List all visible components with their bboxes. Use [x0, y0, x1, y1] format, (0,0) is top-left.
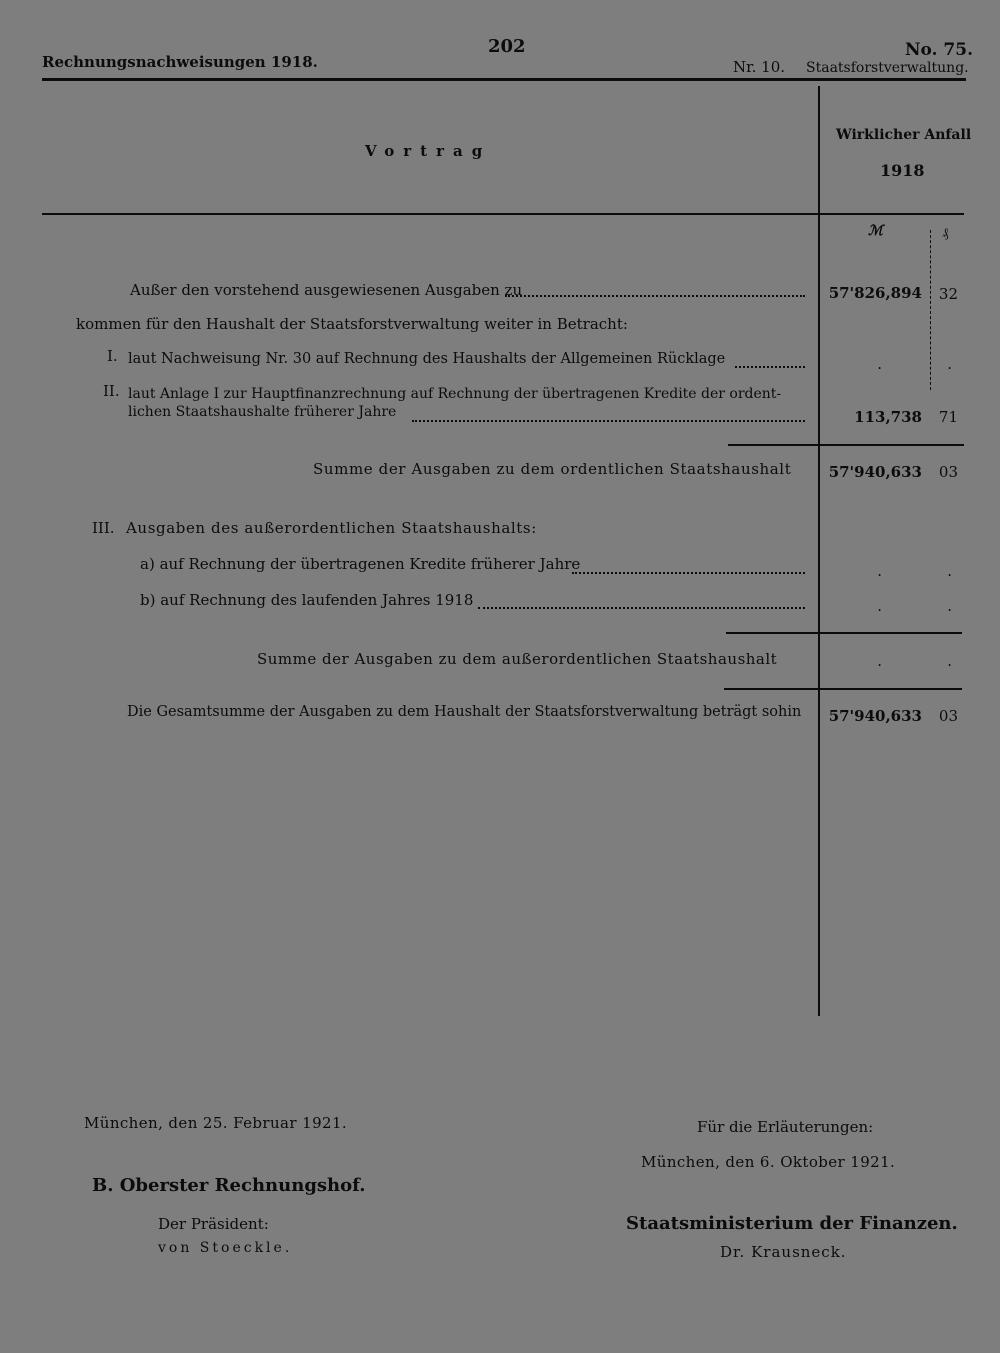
row8-mark: . — [877, 597, 882, 615]
row8-leader — [478, 607, 805, 609]
row10-mark: 57'940,633 — [828, 707, 922, 725]
footer-right-date: München, den 6. Oktober 1921. — [641, 1153, 896, 1171]
subtotal-rule-2 — [726, 632, 962, 634]
row8-text: b) auf Rechnung des laufenden Jahres 1918 — [140, 591, 474, 609]
row3-pf: . — [947, 355, 952, 373]
footer-right-for: Für die Erläuterungen: — [697, 1118, 874, 1136]
header-rule — [42, 78, 966, 81]
row1-pf: 32 — [938, 285, 958, 303]
col-anfall: Wirklicher Anfall — [836, 127, 972, 143]
row3-leader — [735, 366, 805, 368]
row5-text: Summe der Ausgaben zu dem ordentlichen Staatshaushalt — [313, 460, 792, 478]
row7-pf: . — [947, 562, 952, 580]
row10-text: Die Gesamtsumme der Ausgaben zu dem Haushalt der Staatsforstverwaltung beträgt sohin — [127, 704, 802, 720]
row7-text: a) auf Rechnung der übertragenen Kredite früherer Jahre — [140, 555, 581, 573]
row6-text: Ausgaben des außerordentlichen Staatshaushalts: — [126, 519, 537, 537]
row4-pf: 71 — [938, 408, 958, 426]
footer-left-org: B. Oberster Rechnungshof. — [92, 1175, 366, 1196]
page-number: 202 — [488, 36, 526, 57]
row1-mark: 57'826,894 — [828, 284, 922, 302]
col-year: 1918 — [880, 161, 925, 180]
header-nr: Nr. 10. — [733, 58, 786, 76]
row4-num: II. — [103, 382, 120, 400]
row1-leader — [505, 295, 805, 297]
row10-pf: 03 — [938, 707, 958, 725]
row9-mark: . — [877, 652, 882, 670]
row4-text1: laut Anlage I zur Hauptfinanzrechnung auf Rechnung der übertragenen Kredite der ordent- — [128, 386, 782, 402]
pf-divider — [930, 230, 931, 390]
col-vortrag: Vortrag — [365, 142, 492, 160]
row9-pf: . — [947, 652, 952, 670]
header-no: No. 75. — [905, 40, 973, 60]
unit-mark: ℳ — [868, 223, 883, 239]
row4-mark: 113,738 — [854, 408, 922, 426]
row5-pf: 03 — [938, 463, 958, 481]
row4-text2: lichen Staatshaushalte früherer Jahre — [128, 404, 397, 420]
row8-pf: . — [947, 597, 952, 615]
row5-mark: 57'940,633 — [828, 463, 922, 481]
row4-leader — [412, 420, 805, 422]
header-right: Staatsforstverwaltung. — [806, 60, 969, 76]
row9-text: Summe der Ausgaben zu dem außerordentlichen Staatshaushalt — [257, 650, 778, 668]
row6-num: III. — [92, 519, 115, 537]
footer-left-title: Der Präsident: — [158, 1215, 269, 1233]
row7-mark: . — [877, 562, 882, 580]
row2-text: kommen für den Haushalt der Staatsforstverwaltung weiter in Betracht: — [76, 315, 628, 333]
row3-num: I. — [107, 347, 118, 365]
row1-text: Außer den vorstehend ausgewiesenen Ausgaben zu — [130, 281, 523, 299]
row3-text: laut Nachweisung Nr. 30 auf Rechnung des Haushalts der Allgemeinen Rücklage — [128, 351, 726, 367]
unit-pf: ₰ — [942, 226, 949, 241]
header-left: Rechnungsnachweisungen 1918. — [42, 53, 318, 71]
table-head-rule — [42, 213, 964, 215]
footer-right-name: Dr. Krausneck. — [720, 1243, 847, 1261]
subtotal-rule-1 — [728, 444, 964, 446]
row7-leader — [572, 572, 805, 574]
row3-mark: . — [877, 355, 882, 373]
footer-right-org: Staatsministerium der Finanzen. — [626, 1213, 958, 1234]
column-divider — [818, 86, 820, 1016]
footer-left-date: München, den 25. Februar 1921. — [84, 1114, 348, 1132]
footer-left-name: von Stoeckle. — [158, 1240, 293, 1256]
total-rule — [724, 688, 962, 690]
